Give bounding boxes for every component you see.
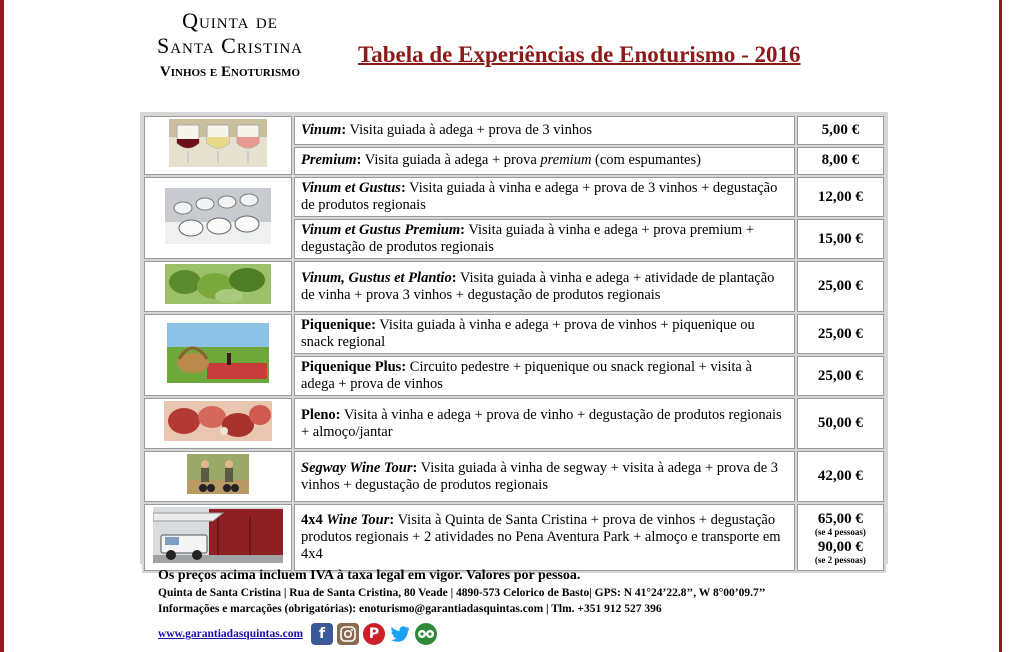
experience-text: Visita à Quinta de Santa Cristina + prova de vinhos + degustação produtos regionais + 2 atividades no Pena Aventura Park + almoço e transporte em 4x4 (301, 512, 781, 562)
website-link[interactable]: www.garantiadasquintas.com (158, 628, 304, 640)
table-row (144, 451, 884, 502)
price-2-people: 90,00 € (817, 538, 863, 555)
experience-text: Visita guiada à vinha de segway + visita à adega + prova de 3 vinhos + degustação de produtos regionais (301, 459, 778, 493)
experience-text: Visita guiada à vinha e adega + prova de 3 vinhos + degustação de produtos regionais (301, 180, 778, 213)
separator: : (451, 269, 457, 286)
experience-name: Vinum et Gustus (301, 180, 401, 196)
experience-text: Visita guiada à vinha e adega + atividade de plantação de vinha + prova 3 vinhos + degustação de produtos regionais (301, 269, 775, 303)
logo-line-1: Quinta de (182, 8, 278, 33)
table-row (144, 116, 884, 145)
experience-text: Visita guiada à adega + prova (361, 152, 541, 169)
experience-description (294, 219, 795, 259)
experience-name: Segway Wine Tour (301, 459, 413, 476)
table-row (144, 398, 884, 449)
experience-price: 42,00 € (797, 451, 884, 502)
experience-description (294, 504, 795, 571)
experience-description (294, 177, 795, 217)
image-cell (144, 451, 292, 502)
logo (140, 8, 320, 81)
image-cell (144, 398, 292, 449)
experience-description (294, 147, 795, 176)
experience-text: Visita à vinha e adega + prova de vinho + degustação de produtos regionais + almoço/jantar (301, 406, 782, 440)
image-cell (144, 504, 292, 571)
instagram-icon[interactable] (337, 623, 359, 645)
table-row (144, 314, 884, 354)
experience-price (797, 504, 884, 571)
table-row (144, 177, 884, 217)
twitter-icon[interactable] (389, 623, 411, 645)
experience-description (294, 451, 795, 502)
experience-description (294, 116, 795, 145)
table-row (144, 504, 884, 571)
separator: : (341, 121, 347, 138)
price-note-2-people: (se 2 pessoas) (814, 554, 866, 565)
experience-name: Vinum et Gustus Premium (301, 222, 461, 238)
experience-description (294, 314, 795, 354)
segway-image (187, 454, 249, 494)
tripadvisor-icon[interactable] (415, 623, 437, 645)
experience-price: 5,00 € (797, 116, 884, 145)
experience-name: Vinum (301, 121, 342, 138)
contact-info: Informações e marcações (obrigatórias): enoturismo@garantiadasquintas.com | Tlm. +351 912 527 396 (158, 603, 662, 615)
image-cell (144, 314, 292, 396)
page-border-left (0, 0, 4, 652)
table-row (144, 261, 884, 312)
experience-name: Pleno: (301, 406, 341, 423)
vat-note: Os preços acima incluem IVA à taxa legal em vigor. Valores por pessoa. (158, 568, 581, 583)
experience-price: 25,00 € (797, 261, 884, 312)
pinterest-icon[interactable]: P (363, 623, 385, 645)
jeep-tour-image (153, 507, 283, 563)
separator: : (356, 152, 362, 169)
experience-text-emphasis: premium (540, 152, 592, 169)
separator: : (400, 180, 406, 196)
wine-glasses-image (169, 119, 267, 167)
experience-name: Piquenique Plus: (301, 359, 407, 375)
logo-line-2: Santa Cristina (156, 33, 304, 58)
price-table (142, 114, 886, 573)
separator: : (389, 512, 395, 528)
experience-name: Premium (301, 152, 357, 169)
experience-price: 8,00 € (797, 147, 884, 176)
price-note-4-people: (se 4 pessoas) (814, 526, 866, 537)
experience-text: Visita guiada à vinha e adega + prova premium + degustação de produtos regionais (301, 222, 755, 255)
experience-text: Visita guiada à vinha e adega + prova de vinhos + piquenique ou snack regional (301, 317, 755, 350)
address: Quinta de Santa Cristina | Rua de Santa Cristina, 80 Veade | 4890-573 Celorico de Basto| GPS: N 41°24’22.8’’, W 8°00’09.7’’ (158, 587, 766, 599)
experience-price: 15,00 € (797, 219, 884, 259)
links-row (158, 623, 858, 645)
experience-text: Circuito pedestre + piquenique ou snack regional + visita à adega + prova de vinhos (301, 359, 752, 392)
experience-name-emphasis: Wine Tour (326, 512, 390, 528)
page-border-right (999, 0, 1002, 652)
logo-tagline: Vinhos e Enoturismo (159, 64, 301, 80)
price-4-people: 65,00 € (817, 510, 863, 527)
experience-price: 50,00 € (797, 398, 884, 449)
experience-description (294, 398, 795, 449)
image-cell (144, 116, 292, 175)
experience-name: Vinum, Gustus et Plantio (301, 269, 452, 286)
experience-price: 25,00 € (797, 314, 884, 354)
experience-name: 4x4 (301, 512, 327, 528)
tasting-glasses-image (165, 188, 271, 244)
image-cell (144, 177, 292, 259)
experience-price: 12,00 € (797, 177, 884, 217)
picnic-image (167, 323, 269, 383)
experience-description (294, 261, 795, 312)
facebook-icon[interactable]: f (311, 623, 333, 645)
charcuterie-image (164, 401, 272, 441)
experience-text: (com espumantes) (591, 152, 701, 169)
separator: : (460, 222, 465, 238)
image-cell (144, 261, 292, 312)
experience-name: Piquenique: (301, 317, 376, 333)
experience-text: Visita guiada à adega + prova de 3 vinhos (346, 121, 592, 138)
experience-price: 25,00 € (797, 356, 884, 396)
price-table-container (140, 112, 888, 564)
separator: : (412, 459, 418, 476)
page-title: Tabela de Experiências de Enoturismo - 2016 (358, 42, 801, 67)
experience-description (294, 356, 795, 396)
footer (158, 567, 858, 645)
vineyard-image (165, 264, 271, 304)
